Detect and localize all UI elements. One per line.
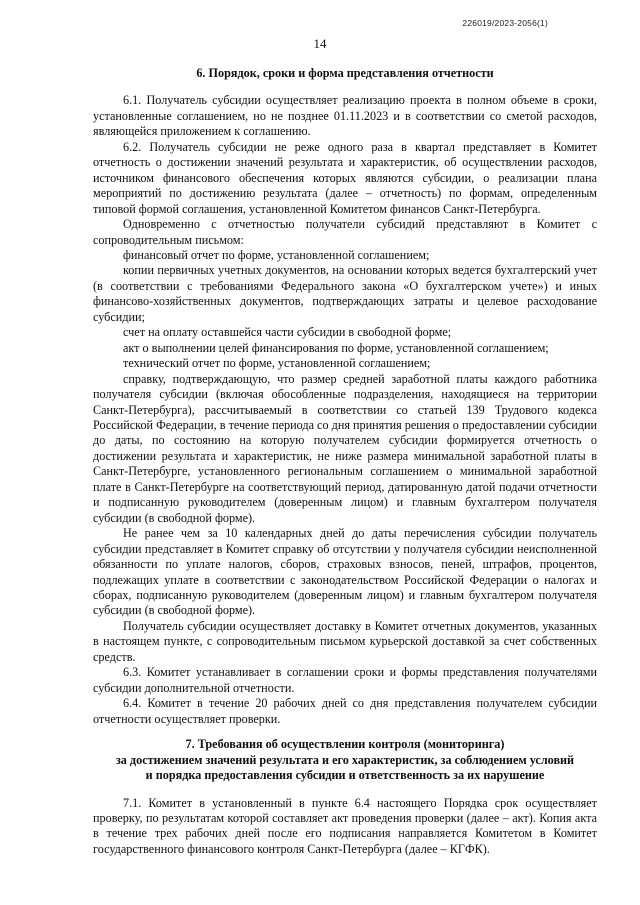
section-6-body xyxy=(93,93,597,727)
list-item-technical-report: технический отчет по форме, установленной соглашением; xyxy=(123,356,431,371)
section-7-body xyxy=(93,796,597,858)
section-7-title-line-1: 7. Требования об осуществлении контроля (мониторинга) xyxy=(185,737,505,752)
paragraph-7-1: 7.1. Комитет в установленный в пункте 6.4 настоящего Порядка срок осуществляет проверку, по результатам которой составляет акт проведения проверки (далее – акт). Копия акта в течение трех рабочих дней после его подписания направляется Комитетом в Комитет государственного финансового контроля Санкт-Петербурга (далее – КГФК). xyxy=(93,795,597,856)
list-item-invoice: счет на оплату оставшейся части субсидии в свободной форме; xyxy=(123,325,452,340)
list-item-completion-act: акт о выполнении целей финансирования по форме, установленной соглашением; xyxy=(123,340,549,355)
list-item-primary-documents: копии первичных учетных документов, на основании которых ведется бухгалтерский учет (в соответствии с требованиями Федерального закона «О бухгалтерском учете») и иных финансово-хозяйственных документов, подтверждающих затраты и целевое расходование субсидии; xyxy=(93,263,597,324)
section-6-title: 6. Порядок, сроки и форма представления отчетности xyxy=(196,66,494,80)
paragraph-6-1: 6.1. Получатель субсидии осуществляет реализацию проекта в полном объеме в сроки, установленные соглашением, но не позднее 01.11.2023 и в соответствии со сметой расходов, являющейся приложением к соглашению. xyxy=(93,93,597,139)
document-body xyxy=(93,66,597,857)
list-item-financial-report: финансовый отчет по форме, установленной соглашением; xyxy=(123,247,430,262)
paragraph-tax-certificate: Не ранее чем за 10 календарных дней до даты перечисления субсидии получатель субсидии представляет в Комитет справку об отсутствии у получателя субсидии неисполненной обязанности по уплате налогов, сборов, страховых взносов, пеней, штрафов, процентов, подлежащих уплате в соответствии с законодательством Российской Федерации о налогах и сборах, подписанную руководителем (доверенным лицом) и главным бухгалтером получателя субсидии (в свободной форме). xyxy=(93,526,597,618)
document-id: 226019/2023-2056(1) xyxy=(462,18,548,28)
paragraph-6-2: 6.2. Получатель субсидии не реже одного раза в квартал представляет в Комитет отчетность о достижении значений результата и характеристик, об осуществлении расходов, источником финансового обеспечения которых являются субсидии, о реализации плана мероприятий по достижению результата (далее – отчетность) по формам, определенным типовой формой соглашения, установленной Комитетом финансов Санкт-Петербурга. xyxy=(93,139,597,216)
paragraph-delivery: Получатель субсидии осуществляет доставку в Комитет отчетных документов, указанных в настоящем пункте, с сопроводительным письмом курьерской доставкой за счет собственных средств. xyxy=(93,618,597,664)
paragraph-6-4: 6.4. Комитет в течение 20 рабочих дней со дня представления получателем субсидии отчетности осуществляет проверки. xyxy=(93,696,597,726)
section-7-title-line-2: за достижением значений результата и его характеристик, за соблюдением условий xyxy=(115,752,575,767)
section-7-title xyxy=(93,737,597,784)
paragraph-cover-letter: Одновременно с отчетностью получатели субсидий представляют в Комитет с сопроводительным письмом: xyxy=(93,217,597,247)
paragraph-6-3: 6.3. Комитет устанавливает в соглашении сроки и формы представления получателями субсидии дополнительной отчетности. xyxy=(93,665,597,695)
section-7-title-line-3: и порядка предоставления субсидии и ответственность за их нарушение xyxy=(145,768,545,783)
list-item-salary-certificate: справку, подтверждающую, что размер средней заработной платы каждого работника получателя субсидии (включая обособленные подразделения, находящиеся на территории Санкт-Петербурга), рассчитываемый в соответствии со статьей 139 Трудового кодекса Российской Федерации, в течение периода со дня принятия решения о предоставлении субсидии до даты, по состоянию на которую получателем субсидии формируется отчетность о достижении результата и характеристик, не ниже размера минимальной заработной платы в Санкт-Петербурге, установленного региональным соглашением о минимальной заработной плате в Санкт-Петербурге на соответствующий период, датированную датой подачи отчетности и подписанную руководителем (доверенным лицом) и главным бухгалтером получателя субсидии (в свободной форме). xyxy=(93,371,597,525)
page-number: 14 xyxy=(313,36,327,51)
